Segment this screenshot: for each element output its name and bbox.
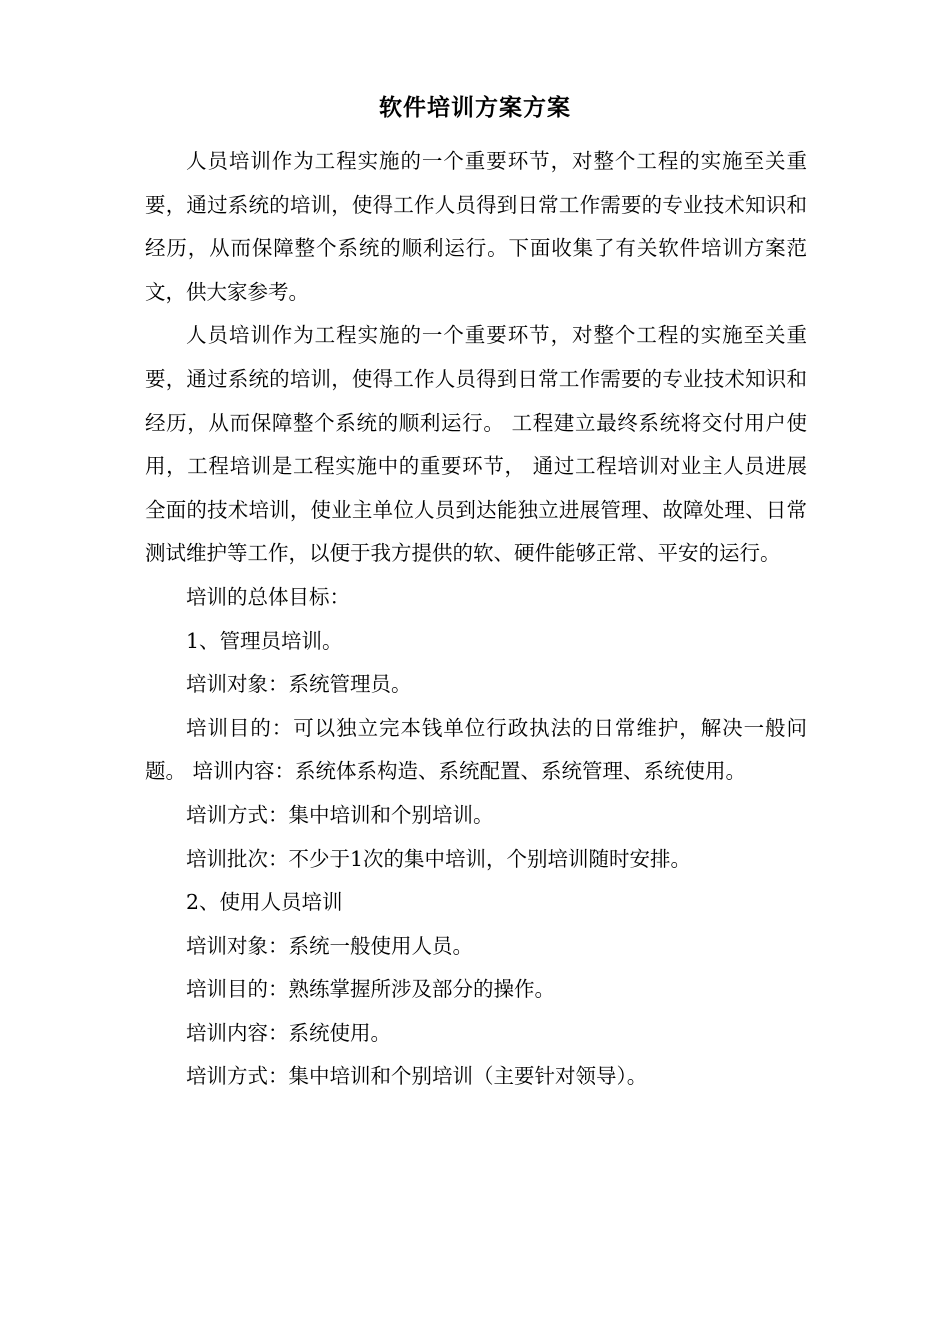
user-training-method: 培训方式：集中培训和个别培训（主要针对领导）。 bbox=[186, 1064, 648, 1089]
intro-paragraph: 人员培训作为工程实施的一个重要环节，对整个工程的实施至关重要，通过系统的培训，使得工作人员得到日常工作需要的专业技术知识和经历，从而保障整个系统的顺利运行。下面收集了有关软件培训方案范文，供大家参考。 bbox=[145, 149, 807, 304]
user-training-content: 培训内容：系统使用。 bbox=[186, 1020, 391, 1045]
admin-training-method: 培训方式：集中培训和个别培训。 bbox=[186, 802, 494, 827]
admin-training-purpose: 培训目的：可以独立完本钱单位行政执法的日常维护，解决一般问题。 培训内容：系统体系构造、系统配置、系统管理、系统使用。 bbox=[145, 715, 807, 784]
admin-training-target: 培训对象：系统管理员。 bbox=[186, 672, 412, 697]
user-training-target: 培训对象：系统一般使用人员。 bbox=[186, 933, 473, 958]
admin-training-heading: 1、管理员培训。 bbox=[186, 628, 343, 653]
background-paragraph: 人员培训作为工程实施的一个重要环节，对整个工程的实施至关重要，通过系统的培训，使得工作人员得到日常工作需要的专业技术知识和经历，从而保障整个系统的顺利运行。 工程建立最终系统将交付用户使用，工程培训是工程实施中的重要环节， 通过工程培训对业主人员进展全面的技术培训，使业主单位人员到达能独立进展管理、故障处理、日常测试维护等工作，以便于我方提供的软、硬件能够正常、平安的运行。 bbox=[145, 323, 807, 566]
user-training-heading: 2、使用人员培训 bbox=[186, 890, 343, 915]
overall-goal-heading: 培训的总体目标： bbox=[186, 584, 350, 609]
admin-training-batches: 培训批次：不少于1次的集中培训，个别培训随时安排。 bbox=[186, 846, 692, 871]
document-title: 软件培训方案方案 bbox=[379, 95, 571, 121]
document-body bbox=[145, 140, 807, 1099]
user-training-purpose: 培训目的：熟练掌握所涉及部分的操作。 bbox=[186, 977, 555, 1002]
